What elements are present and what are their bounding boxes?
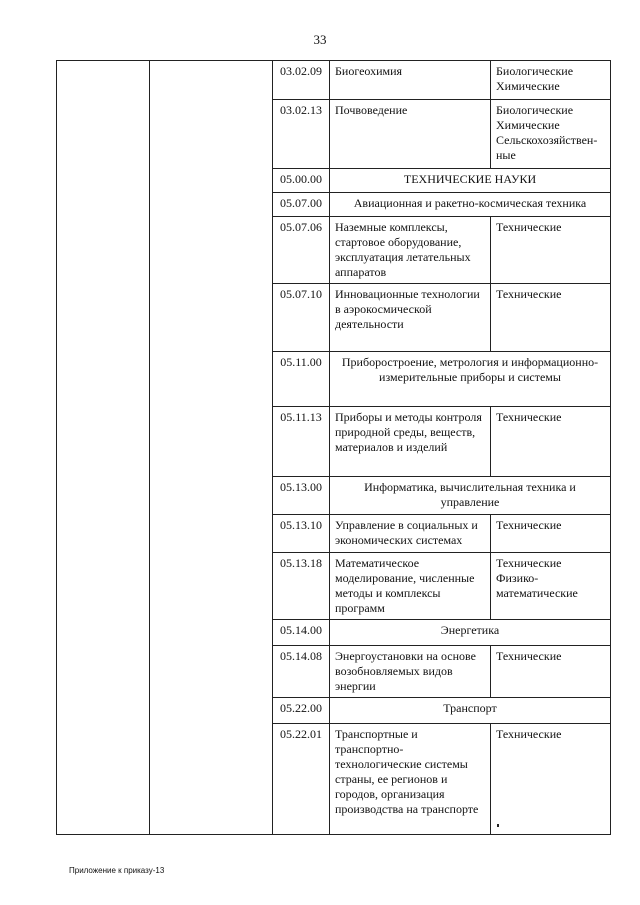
specialty-code: 05.11.00 (273, 352, 330, 407)
section-title: Приборостроение, метрология и информационно-измерительные приборы и системы (330, 352, 611, 407)
specialty-name: Энергоустановки на основе возобновляемых видов энергии (330, 646, 491, 698)
page-number: 33 (313, 32, 327, 47)
specialty-code: 03.02.13 (273, 100, 330, 169)
specialty-code: 05.22.00 (273, 698, 330, 724)
specialty-code: 05.13.10 (273, 515, 330, 553)
specialty-name: Транспортные и транспортно-технологические системы страны, ее регионов и городов, организация производства на транспорте (330, 724, 491, 835)
science-branches: Биологические Химические Сельскохозяйствен- ные (491, 100, 611, 169)
specialty-code: 05.14.00 (273, 620, 330, 646)
specialty-code: 03.02.09 (273, 61, 330, 100)
science-branches: Технические (491, 217, 611, 284)
specialties-table (56, 60, 611, 835)
section-title: Энергетика (330, 620, 611, 646)
section-title: Транспорт (330, 698, 611, 724)
specialty-code: 05.13.00 (273, 477, 330, 515)
section-title: Авиационная и ракетно-космическая техника (330, 193, 611, 217)
specialty-name: Управление в социальных и экономических системах (330, 515, 491, 553)
science-branches: Технические (491, 284, 611, 352)
science-branches: Технические (491, 724, 611, 835)
specialty-row (57, 61, 611, 100)
specialty-name: Почвоведение (330, 100, 491, 169)
science-branches: Технические (491, 515, 611, 553)
science-branches: Технические (491, 407, 611, 477)
specialty-code: 05.07.06 (273, 217, 330, 284)
specialty-name: Биогеохимия (330, 61, 491, 100)
specialty-name: Приборы и методы контроля природной среды, веществ, материалов и изделий (330, 407, 491, 477)
empty-column-1 (57, 61, 150, 835)
empty-column-2 (150, 61, 273, 835)
specialty-code: 05.11.13 (273, 407, 330, 477)
science-branches: Технические Физико- математические (491, 553, 611, 620)
specialty-code: 05.13.18 (273, 553, 330, 620)
specialty-name: Математическое моделирование, численные методы и комплексы программ (330, 553, 491, 620)
specialty-code: 05.22.01 (273, 724, 330, 835)
specialty-code: 05.00.00 (273, 169, 330, 193)
science-branches: Биологические Химические (491, 61, 611, 100)
scan-speck (497, 824, 499, 827)
specialty-code: 05.07.10 (273, 284, 330, 352)
section-title: Информатика, вычислительная техника и управление (330, 477, 611, 515)
science-branches: Технические (491, 646, 611, 698)
specialty-name: Инновационные технологии в аэрокосмической деятельности (330, 284, 491, 352)
section-title: ТЕХНИЧЕСКИЕ НАУКИ (330, 169, 611, 193)
specialty-code: 05.14.08 (273, 646, 330, 698)
specialty-name: Наземные комплексы, стартовое оборудование, эксплуатация летательных аппаратов (330, 217, 491, 284)
specialty-code: 05.07.00 (273, 193, 330, 217)
footer-note: Приложение к приказу-13 (69, 866, 165, 875)
